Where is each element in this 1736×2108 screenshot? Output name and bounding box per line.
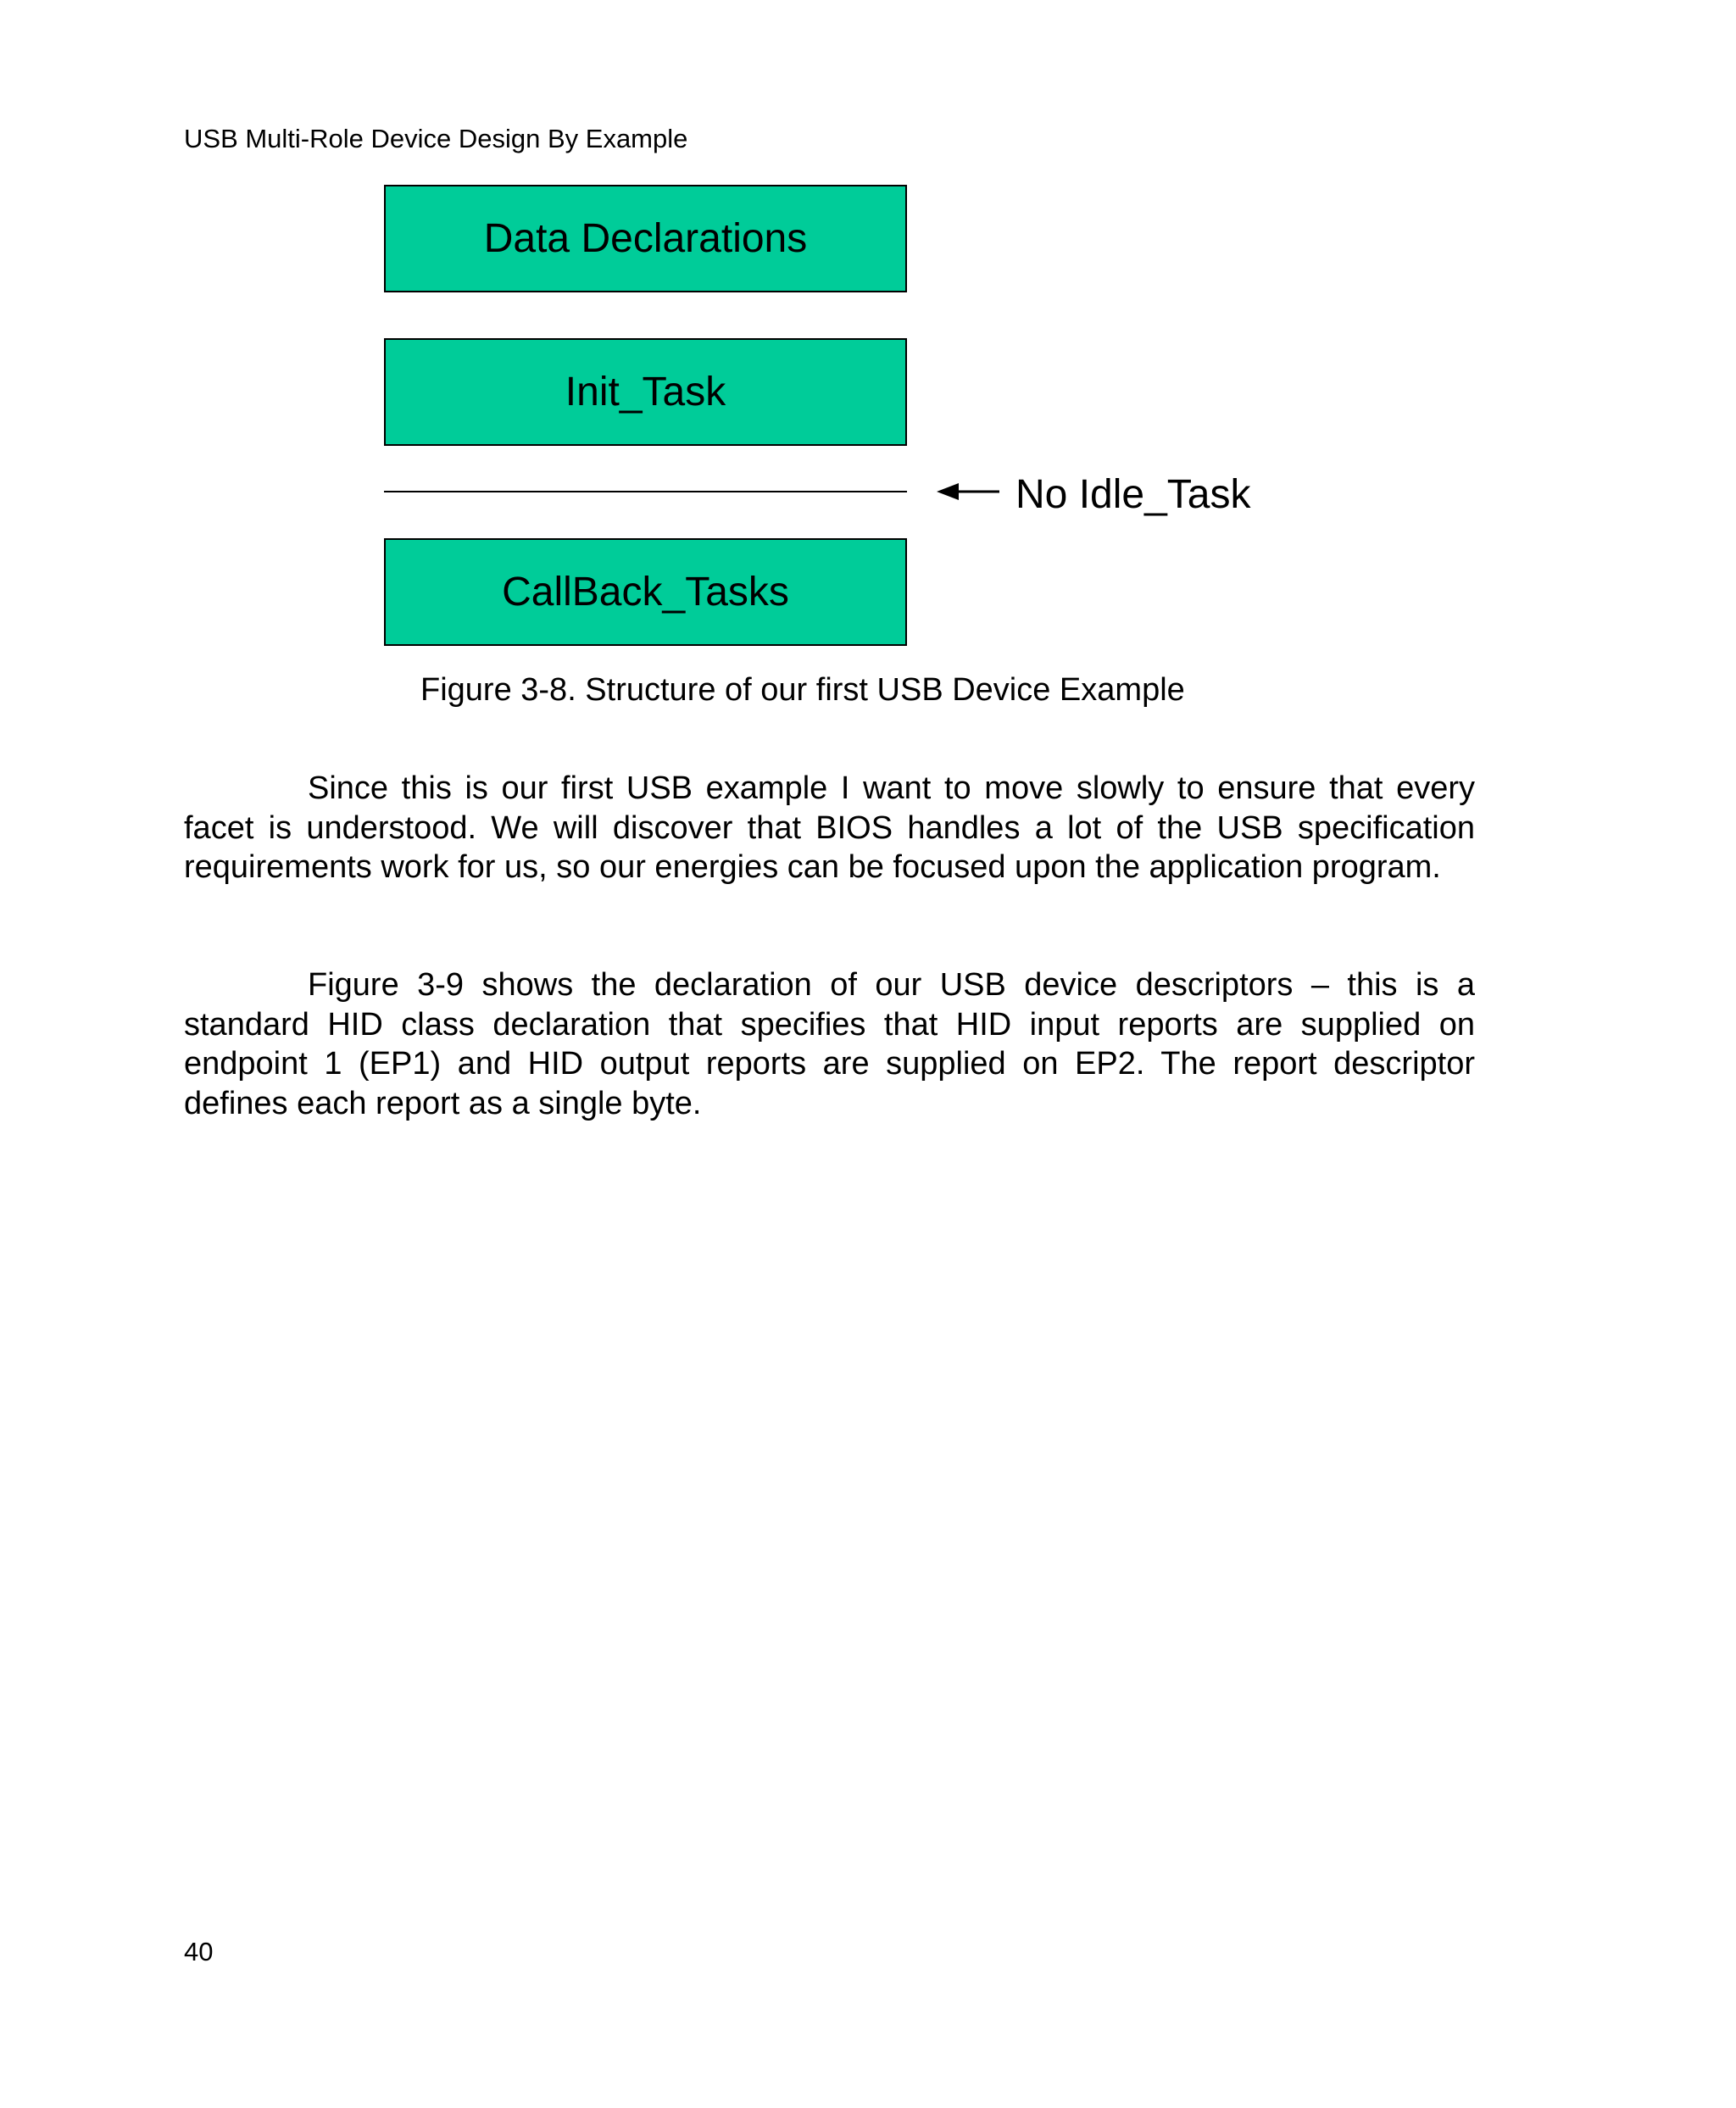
body-paragraph: Figure 3-9 shows the declaration of our USB device descriptors – this is a standard HID class declaration that specifies that HID input reports are supplied on endpoint 1 (EP1) and HID output reports are supplied on EP2. The report descriptor defines each report as a single byte. — [184, 967, 1475, 1121]
init-task-block: Init_Task — [384, 338, 907, 446]
idle-task-separator-line — [384, 491, 907, 492]
left-arrow-icon — [937, 481, 999, 503]
structure-diagram — [0, 0, 1736, 763]
body-paragraph: Since this is our first USB example I want to move slowly to ensure that every facet is understood. We will discover that BIOS handles a lot of the USB specification requirements work for us, so our energies can be focused upon the application program. — [184, 770, 1475, 885]
no-idle-task-annotation: No Idle_Task — [1015, 472, 1251, 517]
running-header: USB Multi-Role Device Design By Example — [184, 124, 688, 153]
callback-tasks-block: CallBack_Tasks — [384, 538, 907, 646]
data-declarations-block: Data Declarations — [384, 185, 907, 292]
page-number: 40 — [184, 1937, 214, 1966]
figure-caption: Figure 3-8. Structure of our first USB Device Example — [420, 672, 1185, 708]
